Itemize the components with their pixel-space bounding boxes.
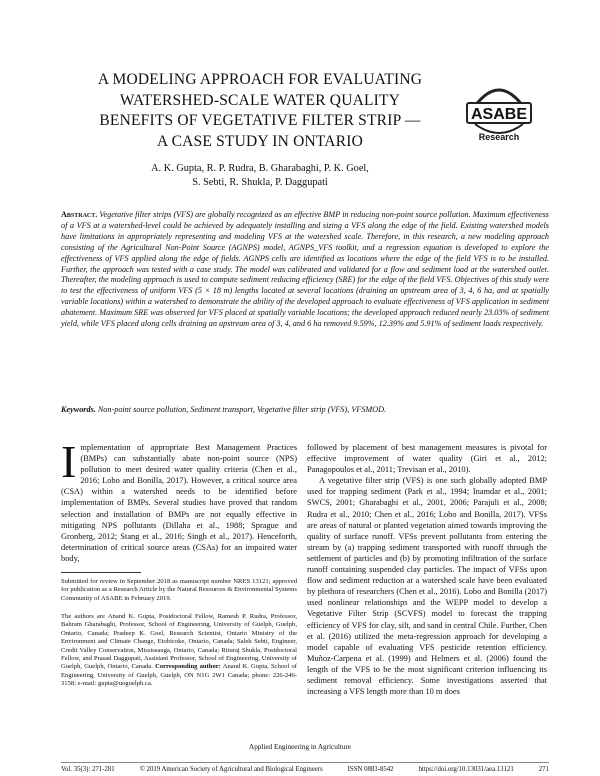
footnote-submitted: Submitted for review in September 2018 as manuscript number NRES 13121; approved for publication as a Research Article by the Natural Resources & Environmental Systems Community of ASABE in February 2019. — [61, 578, 297, 602]
abstract-label: Abstract. — [61, 210, 98, 219]
footer-issn: ISSN 0883-8542 — [347, 766, 394, 773]
footer-citation: Vol. 35(3): 271-281 — [61, 766, 115, 773]
keywords-text: Non-point source pollution, Sediment transport, Vegetative filter strip (VFS), VFSMOD. — [97, 405, 387, 414]
authors-line-1: A. K. Gupta, R. P. Rudra, B. Gharabaghi, P. K. Goel, — [151, 163, 369, 174]
logo-name: ASABE — [470, 106, 528, 123]
keywords-label: Keywords. — [61, 405, 96, 414]
abstract-text: Vegetative filter strips (VFS) are globally recognized as an effective BMP in reducing non-point source pollution. Maximum effectiveness of a VFS at a watershed-level could be achieved by adequately installing and sizing a VFS along the edge of the field. Existing watershed models have limitations in appropriately representing and modeling VFS at the watershed scale. Therefore, in this research, a new modeling approach consisting of the Agricultural Non-Point Source (AGNPS) model, AGNPS_VFS toolkit, and a regression equation is developed to explore the effectiveness of VFS applied along the edge of fields. AGNPS cells are identified as locations where the edge of the field VFS is to be installed. Further, the approach was tested with a case study. The model was calibrated and validated for a flow and sediment load at the watershed outlet. Thereafter, the modeling approach is used to compute sediment reducing efficiency (SRE) for the edge of the field VFS. Objectives of this study were to test the effectiveness of uniform VFS (5 × 18 m) lengths located at several locations (draining an upstream area of 3, 4, 6 ha, and at spatially variable locations) within a watershed to demonstrate the ability of the developed approach to evaluate effectiveness of VFS application in sediment abatement. Maximum SRE was observed for VFS placed at spatially variable locations; the developed approach reduced nearly 23.03% of sediment yield, while VFS placed along cells draining an upstream area of 3, 4, and 6 ha removed 9.59%, 12.39% and 5.91% of sediment loads respectively. — [61, 210, 549, 329]
intro-paragraph-2: A vegetative filter strip (VFS) is one such globally adopted BMP used for trapping sediment (Park et al., 1994; Inamdar et al., 2001; SWCS, 2001; Gharabaghi et al., 2001, 2006; Parajuli et al., 2008; Rudra et al., 2010; Chen et al., 2016; Lobo and Bonilla, 2017). VFSs are areas of natural or planted vegetation aimed towards improving the quality of surface runoff. VFSs prevent pollutants from entering the stream by (a) trapping sediment transported with runoff through the settlement of particles and (b) by promoting infiltration of the surface runoff containing suspended clay particles. The impact of VFSs upon flow and sediment reduction at a watershed scale have been evaluated by plethora of researchers (Chen et al., 2016). Lobo and Bonilla (2017) used nonlinear relationships and the WEPP model to develop a Vegetative Filter Strip (SCVFS) model to forecast the trapping efficiency of VFS for clay, silt, and sand in central Chile. Further, Chen et al. (2016) utilized the meta-regression approach for developing a model capable of evaluating VFS pesticide retention efficiency. Muñoz-Carpena et al. (1999) and Helmers et al. (2006) found the length of the VFS to be the most significant criterion influencing its sediment removal efficiency. Some investigations asserted that increasing a VFS length more than 10 m does — [307, 476, 547, 697]
footer-doi[interactable]: https://doi.org/10.13031/aea.13121 — [418, 766, 514, 773]
footer-line — [61, 766, 549, 773]
logo-sub: Research — [478, 132, 520, 142]
title-line-4: A CASE STUDY IN ONTARIO — [156, 132, 363, 150]
journal-name: Applied Engineering in Agriculture — [249, 743, 351, 751]
keywords — [61, 405, 549, 416]
footnote-divider — [61, 572, 141, 573]
footnote-authors-text: Anand K. Gupta, Postdoctoral Fellow, Ramesh P. Rudra, Professor, Bahram Gharabaghi, Professor, School of Engineering, University of Guelph, Guelph, Ontario, Canada; Pradeep K. Goel, Research Scientist, Ontario Ministry of the Environment and Climate Change, Etobicoke, Ontario, Canada; Saleh Sebti, Engineer, Credit Valley Conservation, Mississauga, Ontario, Canada; Rituraj Shukla, Postdoctoral Fellow, and Prasad Daggupati, Assistant Professor, School of Engineering, University of Guelph, Guelph, Ontario, Canada. — [61, 613, 297, 671]
title-line-3: BENEFITS OF VEGETATIVE FILTER STRIP — — [99, 112, 421, 129]
intro-paragraph-1-cont: followed by placement of best management measures is pivotal for effective improvement of water quality (Giri et al., 2012; Panagopoulos et al., 2011; Trevisan et al., 2010). — [307, 443, 547, 475]
author-list — [90, 162, 430, 189]
footnote-authors-intro: The authors are — [61, 613, 105, 620]
title-line-2: WATERSHED-SCALE WATER QUALITY — [119, 91, 401, 109]
footnote-authors — [61, 613, 297, 689]
paper-title — [70, 70, 450, 152]
abstract — [61, 210, 549, 330]
footer-divider — [61, 762, 549, 763]
body-left-column — [61, 436, 297, 564]
authors-line-2: S. Sebti, R. Shukla, P. Daggupati — [192, 176, 328, 188]
footnote-corr-text: Anand K. Gupta, School of Engineering, University of Guelph, Guelph, ON N1G 2W1 Canada; phone: 226-246-3158; e-mail: gupta@uoguelph.ca. — [61, 663, 297, 688]
intro-paragraph-1: mplementation of appropriate Best Management Practices (BMPs) can substantially abate non-point source (NPS) pollution to meet desired water quality criteria (Chen et al., 2016; Lobo and Bonilla, 2017). However, a critical source area (CSA) within a watershed needs to be identified before implementation of BMPs. Several studies have proved that random selection and installation of BMPs are not equally effective in mitigating NPS pollutants (Dillaha et al., 1988; Sprague and Gronberg, 2012; Stang et al., 2016; Singh et al., 2017). Henceforth, determination of critical source areas (CSAs) for an impaired water body, — [61, 443, 297, 563]
title-line-1: A MODELING APPROACH FOR EVALUATING — [97, 71, 423, 88]
page-number: 271 — [538, 766, 549, 773]
asabe-logo-icon — [465, 76, 533, 146]
body-right-column — [307, 442, 547, 697]
footer-copyright: © 2019 American Society of Agricultural and Biological Engineers — [139, 766, 323, 773]
footnote-corr-label: Corresponding author: — [155, 663, 221, 671]
drop-cap: I — [61, 436, 77, 487]
